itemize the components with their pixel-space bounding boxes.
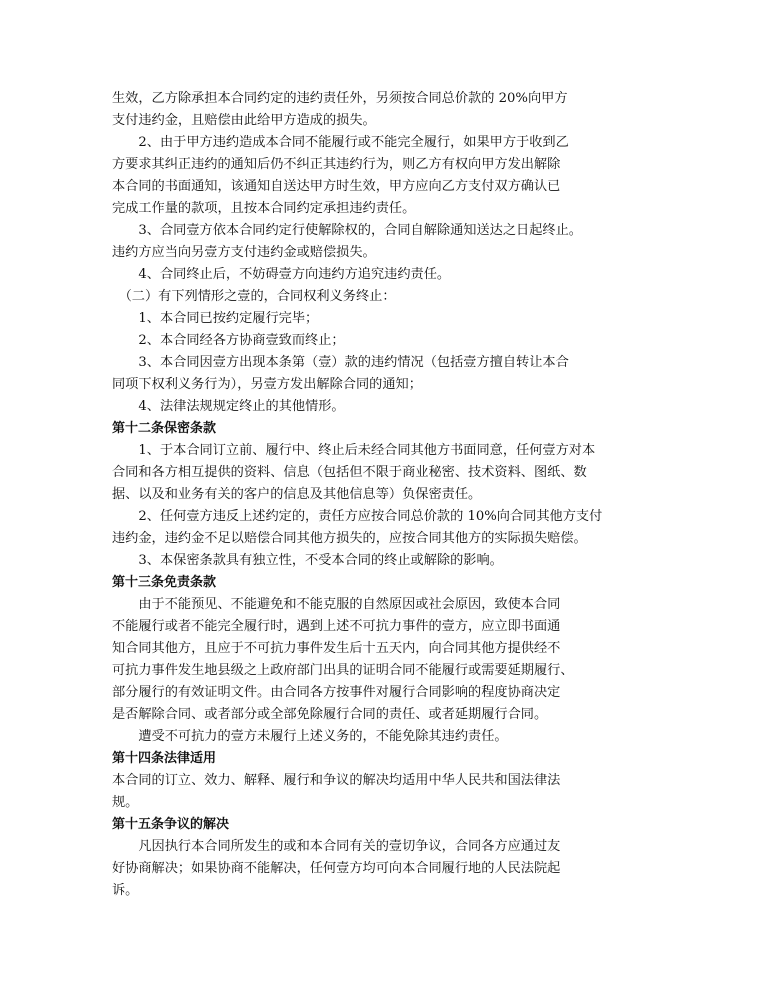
paragraph-line: 部分履行的有效证明文件。由合同各方按事件对履行合同影响的程度协商决定 bbox=[112, 685, 561, 700]
section-heading-12: 第十二条保密条款 bbox=[112, 421, 217, 436]
paragraph-line: 生效，乙方除承担本合同约定的违约责任外，另须按合同总价款的 20%向甲方 bbox=[112, 91, 568, 106]
paragraph-line: 3、合同壹方依本合同约定行使解除权的，合同自解除通知送达之日起终止。 bbox=[112, 223, 582, 238]
paragraph-line: （二）有下列情形之壹的，合同权利义务终止： bbox=[112, 289, 396, 304]
list-item: 4、法律法规规定终止的其他情形。 bbox=[112, 399, 345, 414]
paragraph-line: 规。 bbox=[112, 795, 139, 810]
paragraph-line: 据、以及和业务有关的客户的信息及其他信息等）负保密责任。 bbox=[112, 487, 482, 502]
paragraph-line: 2、由于甲方违约造成本合同不能履行或不能完全履行，如果甲方于收到乙 bbox=[112, 135, 569, 150]
paragraph-line: 支付违约金，且赔偿由此给甲方造成的损失。 bbox=[112, 113, 376, 128]
paragraph-line: 1、于本合同订立前、履行中、终止后未经合同其他方书面同意，任何壹方对本 bbox=[112, 443, 596, 458]
paragraph-line: 凡因执行本合同所发生的或和本合同有关的壹切争议，合同各方应通过友 bbox=[112, 839, 561, 854]
paragraph-line: 4、合同终止后，不妨碍壹方向违约方追究违约责任。 bbox=[112, 267, 451, 282]
paragraph-line: 完成工作量的款项，且按本合同约定承担违约责任。 bbox=[112, 201, 416, 216]
paragraph-line: 知合同其他方，且应于不可抗力事件发生后十五天内，向合同其他方提供经不 bbox=[112, 641, 561, 656]
paragraph-line: 是否解除合同、或者部分或全部免除履行合同的责任、或者延期履行合同。 bbox=[112, 707, 548, 722]
paragraph-line: 合同和各方相互提供的资料、信息（包括但不限于商业秘密、技术资料、图纸、数 bbox=[112, 465, 587, 480]
paragraph-line: 不能履行或者不能完全履行时，遇到上述不可抗力事件的壹方，应立即书面通 bbox=[112, 619, 561, 634]
section-heading-15: 第十五条争议的解决 bbox=[112, 817, 230, 832]
paragraph-line: 诉。 bbox=[112, 883, 139, 898]
paragraph-line: 违约金，违约金不足以赔偿合同其他方损失的，应按合同其他方的实际损失赔偿。 bbox=[112, 531, 587, 546]
list-item: 1、本合同已按约定履行完毕； bbox=[112, 311, 319, 326]
list-item: 同项下权利义务行为），另壹方发出解除合同的通知； bbox=[112, 377, 422, 392]
list-item: 2、本合同经各方协商壹致而终止； bbox=[112, 333, 345, 348]
paragraph-line: 本合同的订立、效力、解释、履行和争议的解决均适用中华人民共和国法律法 bbox=[112, 773, 561, 788]
section-heading-13: 第十三条免责条款 bbox=[112, 575, 217, 590]
paragraph-line: 可抗力事件发生地县级之上政府部门出具的证明合同不能履行或需要延期履行、 bbox=[112, 663, 574, 678]
paragraph-line: 违约方应当向另壹方支付违约金或赔偿损失。 bbox=[112, 245, 376, 260]
paragraph-line: 好协商解决；如果协商不能解决，任何壹方均可向本合同履行地的人民法院起 bbox=[112, 861, 561, 876]
paragraph-line: 本合同的书面通知，该通知自送达甲方时生效，甲方应向乙方支付双方确认已 bbox=[112, 179, 561, 194]
paragraph-line: 3、本保密条款具有独立性，不受本合同的终止或解除的影响。 bbox=[112, 553, 503, 568]
paragraph-line: 方要求其纠正违约的通知后仍不纠正其违约行为，则乙方有权向甲方发出解除 bbox=[112, 157, 561, 172]
section-heading-14: 第十四条法律适用 bbox=[112, 751, 217, 766]
paragraph-line: 遭受不可抗力的壹方未履行上述义务的，不能免除其违约责任。 bbox=[112, 729, 508, 744]
list-item: 3、本合同因壹方出现本条第（壹）款的违约情况（包括壹方擅自转让本合 bbox=[112, 355, 569, 370]
paragraph-line: 由于不能预见、不能避免和不能克服的自然原因或社会原因，致使本合同 bbox=[112, 597, 561, 612]
paragraph-line: 2、任何壹方违反上述约定的，责任方应按合同总价款的 10%向合同其他方支付 bbox=[112, 509, 603, 524]
